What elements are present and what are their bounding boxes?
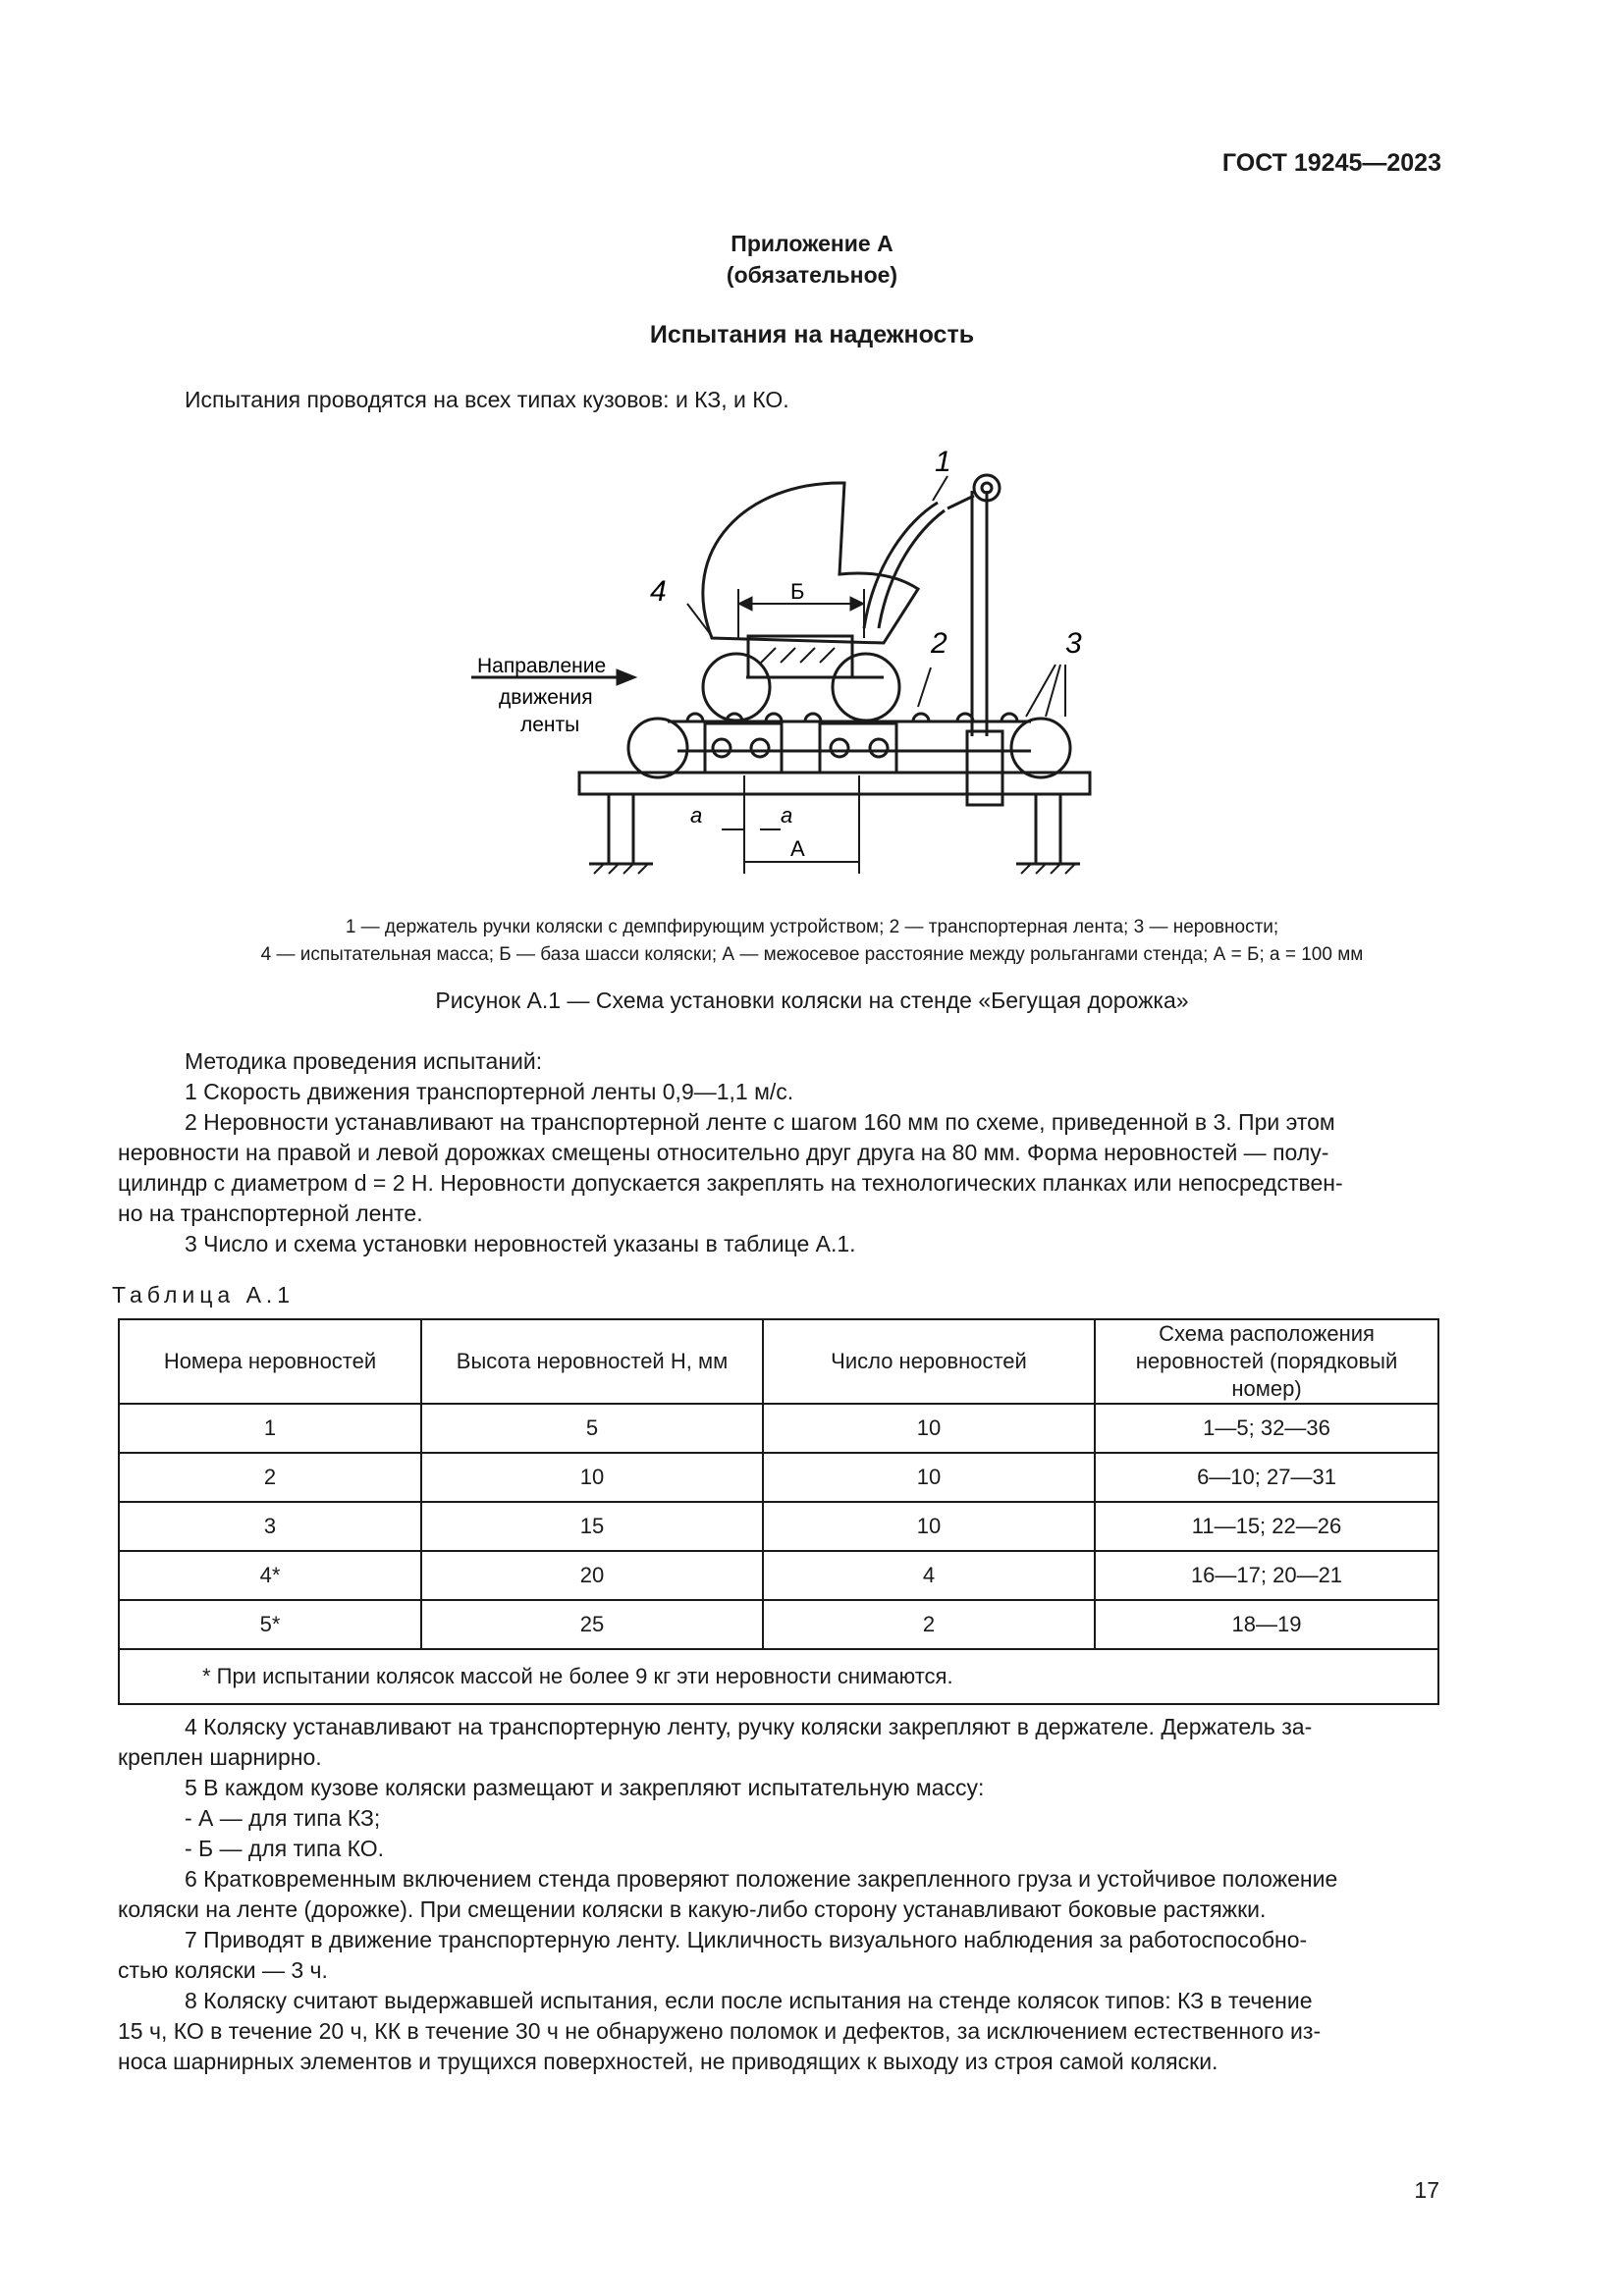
step-8-line1: 8 Коляску считают выдержавшей испытания, если после испытания на стенде колясок типов: КЗ в течение bbox=[185, 1988, 1313, 2013]
roller-drum bbox=[1011, 719, 1070, 777]
table-cell: 6—10; 27—31 bbox=[1095, 1453, 1438, 1502]
label-4: 4 bbox=[650, 575, 667, 608]
appendix-title: Приложение А bbox=[731, 231, 893, 256]
document-header: ГОСТ 19245—2023 bbox=[1221, 149, 1441, 177]
table-row bbox=[119, 1453, 1438, 1502]
step-6-line1: 6 Кратковременным включением стенда проверяют положение закрепленного груза и устойчивое положение bbox=[185, 1866, 1338, 1892]
stroller-handle bbox=[879, 510, 945, 628]
direction-label-1: Направление bbox=[477, 655, 607, 677]
table-note: * При испытании колясок массой не более 9 кг эти неровности снимаются. bbox=[119, 1649, 1438, 1704]
table-header: Высота неровностей H, мм bbox=[421, 1319, 763, 1404]
step-5-item-a: - А — для типа КЗ; bbox=[185, 1805, 381, 1831]
step-7-line2: стью коляски — 3 ч. bbox=[118, 1957, 328, 1983]
table-note-row bbox=[119, 1649, 1438, 1704]
table-header: Схема расположения неровностей (порядковый номер) bbox=[1095, 1319, 1438, 1404]
table-cell: 10 bbox=[763, 1404, 1095, 1453]
table-cell: 4 bbox=[763, 1551, 1095, 1600]
stand-table bbox=[579, 773, 1090, 794]
table-cell: 16—17; 20—21 bbox=[1095, 1551, 1438, 1600]
table-cell: 10 bbox=[763, 1453, 1095, 1502]
stroller-wheel bbox=[703, 654, 770, 721]
table-cell: 20 bbox=[421, 1551, 763, 1600]
step-8-line3: носа шарнирных элементов и трущихся поверхностей, не приводящих к выходу из строя самой коляски. bbox=[118, 2049, 1218, 2074]
figure-caption: Рисунок А.1 — Схема установки коляски на стенде «Бегущая дорожка» bbox=[435, 988, 1189, 1013]
table-cell: 3 bbox=[119, 1502, 421, 1551]
stand-diagram bbox=[461, 437, 1119, 888]
roller-drum bbox=[628, 719, 687, 777]
bumps-table bbox=[118, 1318, 1439, 1705]
method-p2-line2: неровности на правой и левой дорожках смещены относительно друг друга на 80 мм. Форма неровностей — полу- bbox=[118, 1140, 1329, 1165]
table-row bbox=[119, 1502, 1438, 1551]
table-row bbox=[119, 1404, 1438, 1453]
stroller-wheel bbox=[833, 654, 899, 721]
label-2: 2 bbox=[931, 627, 947, 660]
step-5-item-b: - Б — для типа КО. bbox=[185, 1836, 385, 1861]
intro-text: Испытания проводятся на всех типах кузовов: и КЗ, и КО. bbox=[185, 387, 789, 412]
table-row bbox=[119, 1551, 1438, 1600]
table-cell: 10 bbox=[763, 1502, 1095, 1551]
dimension-a-left-label: a bbox=[690, 803, 703, 828]
stand-leg bbox=[609, 794, 633, 864]
label-3: 3 bbox=[1065, 627, 1082, 660]
table-header: Номера неровностей bbox=[119, 1319, 421, 1404]
method-heading: Методика проведения испытаний: bbox=[185, 1048, 543, 1074]
step-4-line1: 4 Коляску устанавливают на транспортерную ленту, ручку коляски закрепляют в держателе. Держатель за- bbox=[185, 1714, 1313, 1739]
table-cell: 5* bbox=[119, 1600, 421, 1649]
method-p1: 1 Скорость движения транспортерной ленты 0,9—1,1 м/с. bbox=[185, 1079, 794, 1104]
step-5: 5 В каждом кузове коляски размещают и закрепляют испытательную массу: bbox=[185, 1775, 985, 1800]
section-title: Испытания на надежность bbox=[649, 321, 975, 348]
page-number: 17 bbox=[1414, 2177, 1439, 2203]
step-4-line2: креплен шарнирно. bbox=[118, 1744, 322, 1770]
dimension-a-right-label: a bbox=[781, 803, 793, 828]
table-cell: 25 bbox=[421, 1600, 763, 1649]
table-header: Число неровностей bbox=[763, 1319, 1095, 1404]
figure-legend-line-2: 4 — испытательная масса; Б — база шасси коляски; А — межосевое расстояние между рольгангами стенда; А = Б; а = 100 мм bbox=[260, 944, 1364, 965]
method-p3: 3 Число и схема установки неровностей указаны в таблице А.1. bbox=[185, 1231, 856, 1256]
method-p2-line4: но на транспортерной ленте. bbox=[118, 1201, 423, 1226]
label-1: 1 bbox=[935, 446, 951, 478]
table-cell: 1 bbox=[119, 1404, 421, 1453]
step-6-line2: коляски на ленте (дорожке). При смещении коляски в какую-либо сторону устанавливают боковые растяжки. bbox=[118, 1896, 1267, 1922]
figure-legend-line-1: 1 — держатель ручки коляски с демпфирующим устройством; 2 — транспортерная лента; 3 — неровности; bbox=[345, 917, 1279, 937]
table-cell: 1—5; 32—36 bbox=[1095, 1404, 1438, 1453]
step-8-line2: 15 ч, КО в течение 20 ч, КК в течение 30 ч не обнаружено поломок и дефектов, за исключением естественного из- bbox=[118, 2018, 1322, 2044]
holder-post bbox=[972, 491, 987, 736]
table-cell: 5 bbox=[421, 1404, 763, 1453]
table-cell: 4* bbox=[119, 1551, 421, 1600]
table-label: Таблица А.1 bbox=[112, 1282, 296, 1308]
table-cell: 18—19 bbox=[1095, 1600, 1438, 1649]
step-7-line1: 7 Приводят в движение транспортерную ленту. Цикличность визуального наблюдения за работоспособно- bbox=[185, 1927, 1308, 1952]
dimension-b-label: Б bbox=[790, 579, 805, 604]
stand-leg bbox=[1036, 794, 1060, 864]
table-row bbox=[119, 1600, 1438, 1649]
dimension-A-label: А bbox=[790, 836, 805, 861]
table-cell: 11—15; 22—26 bbox=[1095, 1502, 1438, 1551]
table-cell: 15 bbox=[421, 1502, 763, 1551]
direction-label-2: движения bbox=[499, 686, 593, 709]
table-cell: 10 bbox=[421, 1453, 763, 1502]
appendix-status: (обязательное) bbox=[726, 262, 898, 288]
method-p2-line3: цилиндр с диаметром d = 2 H. Неровности допускается закреплять на технологических планках или непосредствен- bbox=[118, 1170, 1343, 1196]
direction-label-3: ленты bbox=[520, 714, 580, 736]
table-header-row bbox=[119, 1319, 1438, 1404]
table-cell: 2 bbox=[763, 1600, 1095, 1649]
method-p2-line1: 2 Неровности устанавливают на транспортерной ленте с шагом 160 мм по схеме, приведенной в 3. При этом bbox=[185, 1109, 1335, 1135]
table-cell: 2 bbox=[119, 1453, 421, 1502]
